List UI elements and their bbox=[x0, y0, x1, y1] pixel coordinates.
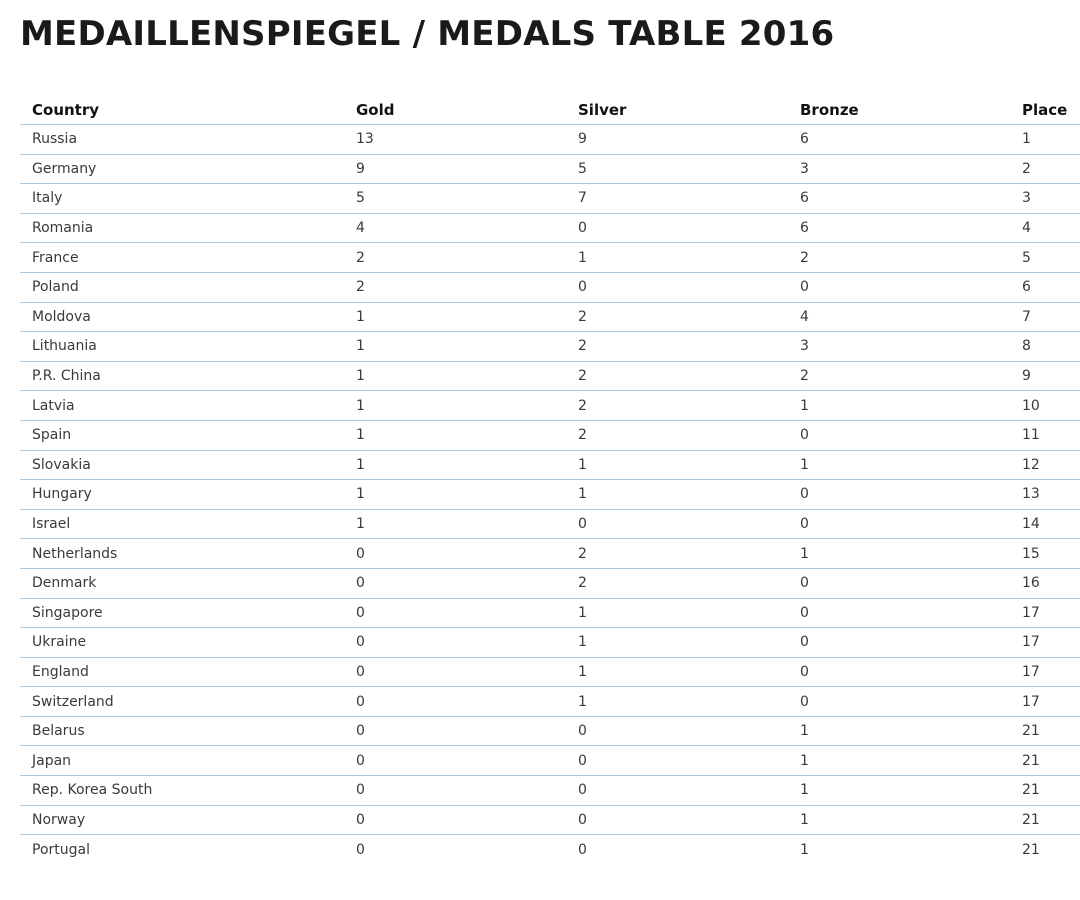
cell-place: 10 bbox=[1010, 391, 1080, 421]
cell-gold: 0 bbox=[344, 539, 566, 569]
cell-bronze: 1 bbox=[788, 391, 1010, 421]
cell-bronze: 6 bbox=[788, 125, 1010, 155]
cell-bronze: 1 bbox=[788, 450, 1010, 480]
cell-country: Portugal bbox=[32, 841, 90, 858]
header-silver: Silver bbox=[566, 96, 788, 125]
cell-silver: 0 bbox=[566, 746, 788, 776]
table-row bbox=[20, 243, 1080, 273]
cell-gold: 1 bbox=[344, 480, 566, 510]
cell-bronze: 2 bbox=[788, 243, 1010, 273]
table-row bbox=[20, 272, 1080, 302]
cell-bronze: 0 bbox=[788, 272, 1010, 302]
table-row bbox=[20, 509, 1080, 539]
cell-bronze: 3 bbox=[788, 332, 1010, 362]
cell-place: 4 bbox=[1010, 213, 1080, 243]
cell-country: Singapore bbox=[20, 598, 344, 628]
cell-place: 3 bbox=[1010, 184, 1080, 214]
cell-gold: 1 bbox=[344, 450, 566, 480]
cell-gold: 1 bbox=[344, 361, 566, 391]
table-row bbox=[20, 184, 1080, 214]
cell-country: Lithuania bbox=[20, 332, 344, 362]
cell-bronze: 0 bbox=[788, 480, 1010, 510]
table-row bbox=[20, 628, 1080, 658]
table-row bbox=[20, 125, 1080, 155]
cell-country: Italy bbox=[20, 184, 344, 214]
cell-country: England bbox=[20, 657, 344, 687]
cell-place: 21 bbox=[1010, 805, 1080, 835]
cell-silver: 2 bbox=[566, 391, 788, 421]
table-row bbox=[20, 391, 1080, 421]
cell-place: 21 bbox=[1010, 746, 1080, 776]
cell-bronze: 0 bbox=[788, 628, 1010, 658]
cell-silver: 2 bbox=[566, 420, 788, 450]
page-title: MEDAILLENSPIEGEL / MEDALS TABLE 2016 bbox=[20, 14, 835, 54]
cell-gold: 13 bbox=[344, 125, 566, 155]
table-row bbox=[20, 213, 1080, 243]
cell-gold: 1 bbox=[344, 302, 566, 332]
header-country: Country bbox=[20, 96, 344, 125]
cell-silver: 2 bbox=[566, 539, 788, 569]
cell-place: 8 bbox=[1010, 332, 1080, 362]
cell-country: Belarus bbox=[20, 716, 344, 746]
cell-silver: 5 bbox=[566, 154, 788, 184]
table-row bbox=[20, 539, 1080, 569]
cell-bronze: 1 bbox=[788, 539, 1010, 569]
cell-silver: 2 bbox=[566, 361, 788, 391]
cell-country: Slovakia bbox=[20, 450, 344, 480]
cell-bronze: 0 bbox=[788, 687, 1010, 717]
cell-country: Latvia bbox=[20, 391, 344, 421]
cell-country: P.R. China bbox=[20, 361, 344, 391]
cell-country: Germany bbox=[20, 154, 344, 184]
table-row bbox=[20, 361, 1080, 391]
cell-bronze: 6 bbox=[788, 213, 1010, 243]
table-row bbox=[20, 657, 1080, 687]
cell-silver: 1 bbox=[566, 480, 788, 510]
header-bronze: Bronze bbox=[788, 96, 1010, 125]
table-body bbox=[20, 125, 1080, 864]
cell-gold: 0 bbox=[356, 841, 365, 858]
cell-silver: 0 bbox=[566, 213, 788, 243]
cell-bronze: 4 bbox=[788, 302, 1010, 332]
cell-place: 17 bbox=[1010, 687, 1080, 717]
cell-gold: 0 bbox=[344, 568, 566, 598]
cell-place: 21 bbox=[1010, 716, 1080, 746]
table-row bbox=[20, 746, 1080, 776]
cell-gold: 2 bbox=[344, 243, 566, 273]
cell-silver: 2 bbox=[566, 332, 788, 362]
cell-silver: 2 bbox=[566, 568, 788, 598]
cell-gold: 0 bbox=[344, 628, 566, 658]
cell-silver: 9 bbox=[566, 125, 788, 155]
cell-country: Poland bbox=[20, 272, 344, 302]
cell-country: Denmark bbox=[20, 568, 344, 598]
header-gold: Gold bbox=[344, 96, 566, 125]
cell-bronze: 0 bbox=[788, 568, 1010, 598]
cell-silver: 1 bbox=[566, 687, 788, 717]
cell-place: 15 bbox=[1010, 539, 1080, 569]
cell-gold: 0 bbox=[344, 687, 566, 717]
cell-bronze: 1 bbox=[788, 716, 1010, 746]
medals-table bbox=[20, 96, 1080, 864]
cell-silver: 1 bbox=[566, 657, 788, 687]
header-row bbox=[20, 96, 1080, 125]
cell-bronze: 1 bbox=[788, 805, 1010, 835]
cell-gold: 0 bbox=[344, 598, 566, 628]
cell-country: Ukraine bbox=[20, 628, 344, 658]
cell-place: 1 bbox=[1010, 125, 1080, 155]
cell-silver: 1 bbox=[566, 450, 788, 480]
cell-country: France bbox=[20, 243, 344, 273]
cell-bronze: 0 bbox=[788, 509, 1010, 539]
table-row bbox=[20, 776, 1080, 806]
cell-bronze: 6 bbox=[788, 184, 1010, 214]
cell-gold: 0 bbox=[344, 805, 566, 835]
cell-country: Romania bbox=[20, 213, 344, 243]
cell-gold: 1 bbox=[344, 391, 566, 421]
cell-gold: 1 bbox=[344, 420, 566, 450]
table-row bbox=[20, 332, 1080, 362]
cell-bronze: 1 bbox=[788, 746, 1010, 776]
cell-silver: 0 bbox=[566, 776, 788, 806]
table-row bbox=[20, 154, 1080, 184]
cell-place: 17 bbox=[1010, 628, 1080, 658]
cell-place: 14 bbox=[1010, 509, 1080, 539]
cell-place: 17 bbox=[1010, 657, 1080, 687]
cell-country: Moldova bbox=[20, 302, 344, 332]
cell-gold: 1 bbox=[344, 332, 566, 362]
cell-country: Spain bbox=[20, 420, 344, 450]
cell-country: Norway bbox=[20, 805, 344, 835]
cell-place: 12 bbox=[1010, 450, 1080, 480]
cell-silver: 0 bbox=[566, 509, 788, 539]
cell-gold: 4 bbox=[344, 213, 566, 243]
cell-silver: 0 bbox=[566, 272, 788, 302]
cell-silver: 7 bbox=[566, 184, 788, 214]
cell-place: 2 bbox=[1010, 154, 1080, 184]
cell-place: 11 bbox=[1010, 420, 1080, 450]
table-row bbox=[20, 716, 1080, 746]
table-row bbox=[20, 568, 1080, 598]
cell-country: Japan bbox=[20, 746, 344, 776]
cell-silver: 0 bbox=[578, 841, 587, 858]
cell-silver: 1 bbox=[566, 628, 788, 658]
cell-gold: 1 bbox=[344, 509, 566, 539]
cell-country: Switzerland bbox=[20, 687, 344, 717]
table-header bbox=[20, 96, 1080, 125]
cell-gold: 0 bbox=[344, 657, 566, 687]
cell-bronze: 3 bbox=[788, 154, 1010, 184]
cell-bronze: 0 bbox=[788, 598, 1010, 628]
cell-bronze: 1 bbox=[788, 776, 1010, 806]
table-row bbox=[20, 450, 1080, 480]
table-row bbox=[20, 420, 1080, 450]
cell-gold: 0 bbox=[344, 776, 566, 806]
cell-gold: 0 bbox=[344, 716, 566, 746]
table-row bbox=[20, 687, 1080, 717]
cell-country: Israel bbox=[20, 509, 344, 539]
cell-place: 16 bbox=[1010, 568, 1080, 598]
table-row bbox=[20, 835, 1080, 864]
cell-gold: 9 bbox=[344, 154, 566, 184]
cell-place: 5 bbox=[1010, 243, 1080, 273]
cell-silver: 1 bbox=[566, 243, 788, 273]
cell-silver: 2 bbox=[566, 302, 788, 332]
cell-silver: 1 bbox=[566, 598, 788, 628]
cell-place: 9 bbox=[1010, 361, 1080, 391]
table-row bbox=[20, 598, 1080, 628]
cell-bronze: 0 bbox=[788, 657, 1010, 687]
cell-gold: 5 bbox=[344, 184, 566, 214]
cell-silver: 0 bbox=[566, 805, 788, 835]
cell-gold: 2 bbox=[344, 272, 566, 302]
cell-bronze: 0 bbox=[788, 420, 1010, 450]
cell-place: 21 bbox=[1022, 841, 1040, 858]
cell-country: Hungary bbox=[20, 480, 344, 510]
cell-country: Russia bbox=[20, 125, 344, 155]
cell-country: Rep. Korea South bbox=[20, 776, 344, 806]
table-row bbox=[20, 805, 1080, 835]
cell-bronze: 2 bbox=[788, 361, 1010, 391]
cell-place: 17 bbox=[1010, 598, 1080, 628]
cell-place: 21 bbox=[1010, 776, 1080, 806]
cell-place: 6 bbox=[1010, 272, 1080, 302]
cell-country: Netherlands bbox=[20, 539, 344, 569]
table-row bbox=[20, 480, 1080, 510]
cell-silver: 0 bbox=[566, 716, 788, 746]
table-row bbox=[20, 302, 1080, 332]
cell-place: 13 bbox=[1010, 480, 1080, 510]
header-place: Place bbox=[1010, 96, 1080, 125]
cell-place: 7 bbox=[1010, 302, 1080, 332]
cell-bronze: 1 bbox=[800, 841, 809, 858]
cell-gold: 0 bbox=[344, 746, 566, 776]
